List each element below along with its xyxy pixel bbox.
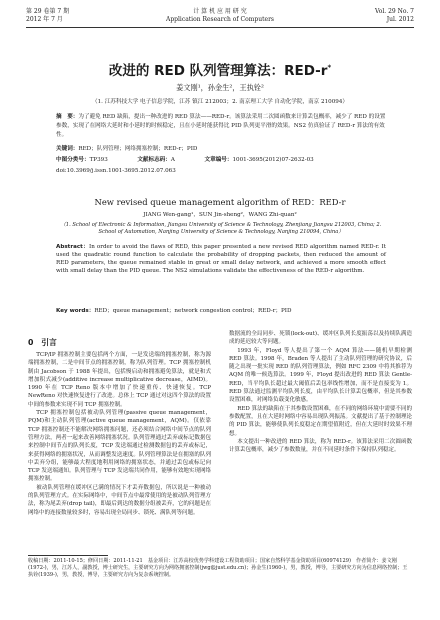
english-keywords-text: RED；queue management；network congestion control；RED-r；PID: [94, 308, 292, 314]
abstract-cn-label: 摘 要：: [56, 114, 79, 120]
footnote: 收稿日期：2011-10-15；修回日期：2011-11-21 基金项目：江苏高校优势学科建设工程资助项目；国家自然科学基金资助项目(60974129) 作者简介：姜文刚(1972-)，男，江苏人，副教授，博士研究生，主要研究方向为网络拥塞控制(jwg@just.edu.cn)；孙金生(1960-)，男，教授，博导，主要研究方向为信息网络控制；王执铨(1939-)，男，教授，博导，主要研究方向为复杂系统控制。: [28, 558, 408, 579]
body-paragraph: TCP 拥塞控制包括被动队列管理(passive queue management，PQM)和主动队列管理(active queue management，AQM)。仅依靠 TCP 拥塞控制还不能解决网络拥塞问题，还必须结合网络中间节点的队列管理方法，两者一起来改善网络拥塞状况。队列管理通过丢弃或标记数据包来控制中间节点的队列长度，TCP 发送端通过检测数据包的丢弃或标记，来获得网络的拥塞状况，从而调整发送速度。队列管理算法是在拥塞的队列中丢弃分组，能够最大程度地利用网络的拥塞状态，并通过丢包或标记向 TCP 发送端通知。队列管理与 TCP 发送端共同作用，能够有效地实现网络拥塞控制。: [28, 410, 211, 483]
keywords-cn: [56, 145, 386, 153]
abstract-cn: [56, 113, 386, 139]
volume-en: Vol. 29 No. 7: [374, 8, 414, 15]
volume-cn: 第 29 卷第 7 期: [26, 8, 70, 15]
english-keywords-label: Key words：: [56, 308, 95, 314]
doi-value: 10.3969/j.issn.1001-3695.2012.07.063: [66, 168, 176, 174]
body-column-left: [28, 351, 211, 517]
header-rule: [26, 27, 414, 28]
clc-label: 中图分类号：: [56, 157, 90, 163]
english-abstract-label: Abstract：: [56, 244, 90, 250]
header-right: [375, 8, 414, 24]
body-paragraph: 被动队列管理在缓冲区已满的情况下才丢弃数据包，所以说是一种被动的队列管理方式。在实际网络中，中间节点中最常使用的是被动队列管理方法，称为尾丢弃(drop tail)，即最后到达的数据分组被丢弃，它的问题是在网络中的连接数量较多时，容易出现全局同步、锁死、满队列等问题。: [28, 484, 211, 516]
english-abstract: [56, 243, 386, 275]
classification-line: [56, 156, 386, 164]
body-paragraph: TCP/IP 拥塞控制主要包括两个方面，一是发送端的拥塞控制，称为源端拥塞控制，二是中间节点的拥塞控制，称为队列管理。TCP 拥塞控制机制由 Jacobson 于 1988 年提出，包括慢启动和拥塞避免算法，就是和式增加积式减少(additive increase multiplicative decrease，AIMD)。1990 年在 TCP Reno 版本中增加了快速重传、快速恢复。TCP NewReno 对快速恢复进行了改进。总体上 TCP 通过对这四个算法的设置中间的参数来实现不同 TCP 拥塞控制。: [28, 352, 211, 408]
doc-code-value: A: [170, 157, 175, 163]
date-en: Jul. 2012: [386, 16, 414, 23]
english-authors: JIANG Wen-gang¹，SUN Jin-sheng²，WANG Zhi-quan²: [143, 212, 297, 218]
body-column-right: [229, 330, 412, 454]
body-paragraph: 本文提出一种改进的 RED 算法，称为 RED-r。该算法采用二次圆函数计算丢包概率，减少了参数数量，并在不同延时条件下保持队列稳定。: [229, 438, 412, 454]
abstract-cn-text: 为了避免 RED 缺陷，提出一种改进的 RED 算法——RED-r。该算法采用二次圆函数来计算丢包概率，减少了 RED 的设置参数，实现了在网络大延时和小延时的时候稳定，且在小延时能获得比 PID 队列更平滑的效果。NS2 仿真验证了 RED-r 算法的有效性。: [56, 114, 386, 138]
title-footnote-mark: *: [327, 63, 332, 72]
english-affiliation: （1. School of Electronic & Information, Jiangsu University of Science & Technology, Zhenjiang Jiangsu 212003, China; 2. School of Automation, Nanjing University of Science & Technology, Nanjing 210094, China）: [60, 222, 382, 236]
body-paragraph: RED 算法的缺陷在于其参数设置困难，在不同的网络环境中需要不同的参数配置，且在大延时网络中容易出现队列振荡。文献提出了基于控制理论的 PID 算法，能够使队列长度稳定在期望值附近，但在大延时时效果不理想。: [229, 405, 412, 437]
section-heading-introduction: 0 引言: [28, 338, 57, 347]
footnote-rule: [28, 555, 108, 556]
english-keywords: [56, 306, 386, 314]
paper-title: [20, 59, 420, 79]
doi-label: doi:: [56, 168, 67, 174]
journal-name-en: Application Research of Computers: [165, 16, 275, 23]
english-abstract-text: In order to avoid the flaws of RED, this paper presented a new revised RED algorithm named RED-r. It used the quadratic round function to calculate the probability of dropping packets, then reduced the amount of RED parameters, the queue remained stable in great or small delay network, and achieved a more smooth effect with small delay than the PID queue. The NS2 simulations validate the effectiveness of the RED-r algorithm.: [56, 244, 386, 274]
body-paragraph: 数据流的全局同步、死锁(lock-out)、缓冲区队列长度振荡以及持续队满造成的延迟较大等问题。: [229, 331, 412, 346]
body-paragraph: 1993 年，Floyd 等人提出了第一个 AQM 算法——随机早期检测 RED 算法。1998 年，Braden 等人提出了主动队列管理的研究协议，后随之出现一批实现 RED 的队列管理算法，例如 RFC 2309 中将其推荐为 AQM 的唯一候选算法。1999 年，Floyd 提出改进的 RED 算法 Gentle-RED，当平均队长超过最大阈值后丢包率线性增加，而不是直接变为 1。RED 算法通过监测平均队列长度，由平均队长计算丢包概率，但是其参数设置困难，对网络负载变化敏感。: [229, 347, 412, 404]
english-title: New revised queue management algorithm of RED：RED-r: [94, 197, 346, 207]
authors: 姜文刚¹，孙金生²，王执铨²: [176, 83, 264, 92]
journal-name-cn: 计 算 机 应 用 研 究: [193, 8, 247, 15]
keywords-cn-label: 关键词：: [56, 146, 79, 152]
doi-line: [56, 167, 386, 175]
doc-code-label: 文献标志码：: [137, 157, 171, 163]
clc-value: TP393: [89, 157, 108, 163]
header-center: [130, 8, 310, 24]
date-cn: 2012 年 7 月: [26, 16, 63, 23]
paper-title-text: 改进的 RED 队列管理算法：RED-r: [108, 63, 328, 79]
affiliation: （1. 江苏科技大学 电子信息学院，江苏 镇江 212003；2. 南京理工大学 自动化学院，南京 210094）: [91, 99, 349, 105]
article-no-label: 文章编号：: [204, 157, 233, 163]
article-no-value: 1001-3695(2012)07-2632-03: [232, 157, 314, 163]
keywords-cn-text: RED；队列管理；网络拥塞控制；RED-r；PID: [78, 146, 198, 152]
header-left: [26, 8, 69, 24]
